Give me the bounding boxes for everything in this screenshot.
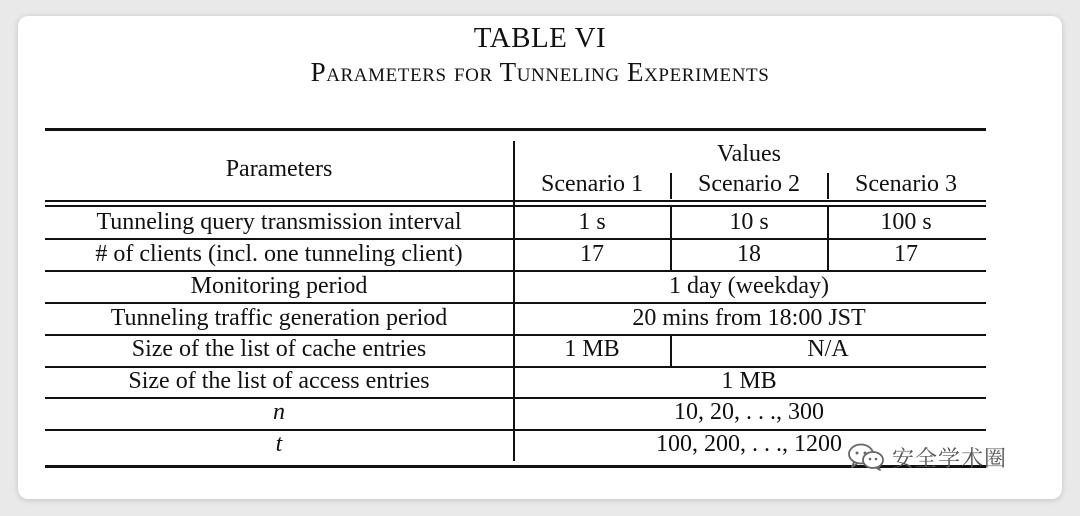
top-rule	[45, 128, 986, 131]
row-3-value: 1 day (weekday)	[669, 273, 829, 299]
row-5-param: Size of the list of cache entries	[131, 336, 427, 362]
table-number: TABLE VI	[473, 22, 607, 54]
row-4-value: 20 mins from 18:00 JST	[632, 305, 866, 331]
header-rule-upper	[45, 200, 986, 202]
row-5-value-1: 1 MB	[564, 336, 620, 362]
column-divider-main	[513, 141, 515, 461]
wechat-icon	[846, 442, 886, 472]
row-8-value: 100, 200, . . ., 1200	[656, 431, 842, 457]
column-divider-row-1a	[670, 207, 672, 271]
header-scenario-1: Scenario 1	[541, 171, 643, 197]
watermark	[846, 440, 1046, 474]
watermark-text: 安全学术圈	[892, 446, 1008, 472]
header-scenario-2: Scenario 2	[698, 171, 800, 197]
row-2-value-1: 17	[580, 241, 604, 267]
row-rule-6	[45, 397, 986, 399]
row-1-value-1: 1 s	[578, 209, 606, 235]
header-rule-lower	[45, 205, 986, 207]
table-card	[18, 16, 1062, 499]
row-8-param: t	[275, 431, 283, 457]
column-divider-header-1	[670, 173, 672, 199]
row-7-param: n	[273, 399, 285, 425]
row-2-value-2: 18	[737, 241, 761, 267]
row-6-value: 1 MB	[721, 368, 777, 394]
row-rule-2	[45, 270, 986, 272]
header-scenario-3: Scenario 3	[855, 171, 957, 197]
row-3-param: Monitoring period	[190, 273, 368, 299]
header-values: Values	[717, 141, 781, 167]
column-divider-cache	[670, 335, 672, 367]
header-parameters: Parameters	[225, 156, 333, 182]
row-6-param: Size of the list of access entries	[128, 368, 430, 394]
table-caption: Parameters for Tunneling Experiments	[310, 57, 770, 87]
column-divider-header-2	[827, 173, 829, 199]
row-2-param: # of clients (incl. one tunneling client)	[95, 241, 463, 267]
row-rule-3	[45, 302, 986, 304]
row-2-value-3: 17	[894, 241, 918, 267]
row-4-param: Tunneling traffic generation period	[110, 305, 448, 331]
row-rule-1	[45, 238, 986, 240]
row-1-value-2: 10 s	[729, 209, 769, 235]
row-1-param: Tunneling query transmission interval	[96, 209, 462, 235]
row-rule-7	[45, 429, 986, 431]
bottom-rule	[45, 465, 986, 468]
row-1-value-3: 100 s	[880, 209, 932, 235]
row-7-value: 10, 20, . . ., 300	[674, 399, 824, 425]
row-5-value-rest: N/A	[807, 336, 849, 362]
column-divider-row-1b	[827, 207, 829, 271]
